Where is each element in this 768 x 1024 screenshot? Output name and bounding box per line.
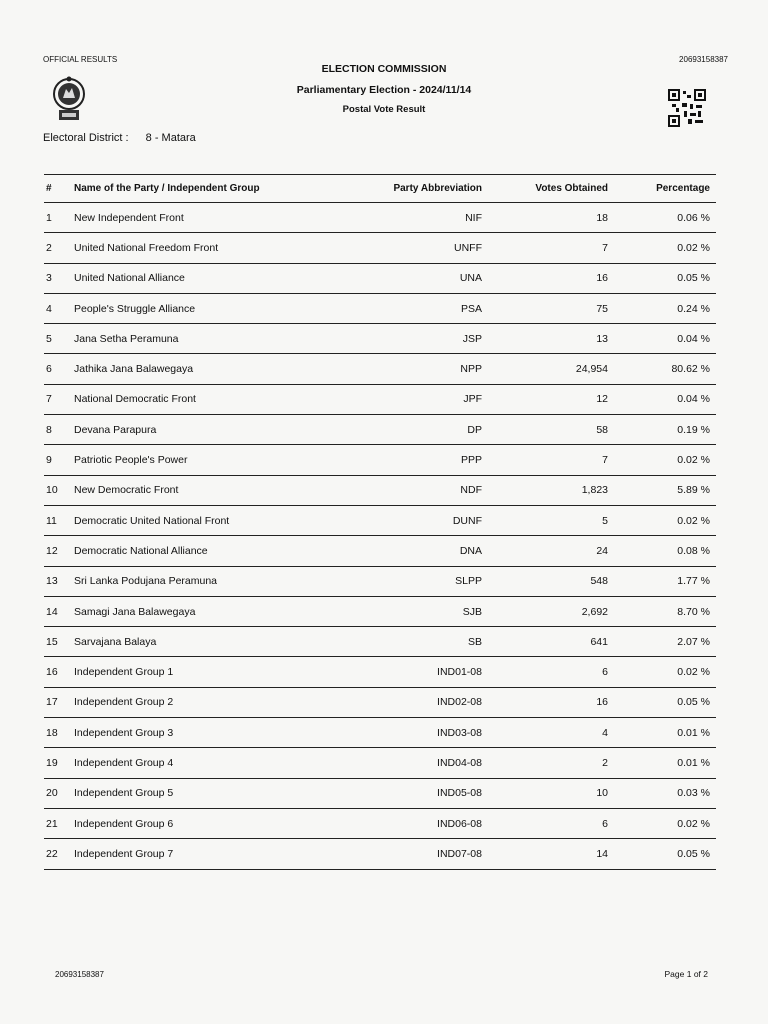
votes-obtained: 2,692 bbox=[498, 596, 618, 626]
votes-obtained: 10 bbox=[498, 778, 618, 808]
votes-obtained: 24,954 bbox=[498, 354, 618, 384]
table-row bbox=[44, 505, 716, 535]
party-abbreviation: UNFF bbox=[362, 233, 498, 263]
table-row bbox=[44, 596, 716, 626]
party-name: New Democratic Front bbox=[74, 475, 362, 505]
party-abbreviation: DP bbox=[362, 415, 498, 445]
row-number: 14 bbox=[44, 596, 74, 626]
row-number: 21 bbox=[44, 808, 74, 838]
vote-percentage: 0.03 % bbox=[618, 778, 716, 808]
party-abbreviation: UNA bbox=[362, 263, 498, 293]
row-number: 5 bbox=[44, 324, 74, 354]
votes-obtained: 24 bbox=[498, 536, 618, 566]
header-number: # bbox=[44, 175, 74, 203]
row-number: 7 bbox=[44, 384, 74, 414]
header-title: ELECTION COMMISSION bbox=[321, 63, 447, 75]
party-abbreviation: NPP bbox=[362, 354, 498, 384]
party-abbreviation: NIF bbox=[362, 203, 498, 233]
vote-percentage: 0.01 % bbox=[618, 748, 716, 778]
header-subtitle-postal: Postal Vote Result bbox=[342, 104, 426, 115]
row-number: 11 bbox=[44, 505, 74, 535]
table-row bbox=[44, 324, 716, 354]
page-number: Page 1 of 2 bbox=[664, 969, 708, 979]
votes-obtained: 12 bbox=[498, 384, 618, 414]
votes-obtained: 641 bbox=[498, 627, 618, 657]
header-party-name: Name of the Party / Independent Group bbox=[74, 175, 362, 203]
table-row bbox=[44, 657, 716, 687]
row-number: 15 bbox=[44, 627, 74, 657]
party-name: Devana Parapura bbox=[74, 415, 362, 445]
table-row bbox=[44, 748, 716, 778]
table-row bbox=[44, 203, 716, 233]
table-row bbox=[44, 839, 716, 869]
party-abbreviation: DNA bbox=[362, 536, 498, 566]
votes-obtained: 58 bbox=[498, 415, 618, 445]
vote-percentage: 0.05 % bbox=[618, 839, 716, 869]
party-abbreviation: PSA bbox=[362, 293, 498, 323]
table-row bbox=[44, 233, 716, 263]
vote-percentage: 1.77 % bbox=[618, 566, 716, 596]
votes-obtained: 7 bbox=[498, 233, 618, 263]
row-number: 8 bbox=[44, 415, 74, 445]
row-number: 12 bbox=[44, 536, 74, 566]
party-name: Independent Group 4 bbox=[74, 748, 362, 778]
table-row bbox=[44, 293, 716, 323]
header-votes: Votes Obtained bbox=[498, 175, 618, 203]
party-abbreviation: IND04-08 bbox=[362, 748, 498, 778]
qr-code-icon bbox=[668, 89, 706, 127]
vote-percentage: 0.19 % bbox=[618, 415, 716, 445]
vote-percentage: 2.07 % bbox=[618, 627, 716, 657]
party-name: Independent Group 5 bbox=[74, 778, 362, 808]
votes-obtained: 16 bbox=[498, 687, 618, 717]
table-row bbox=[44, 718, 716, 748]
votes-obtained: 14 bbox=[498, 839, 618, 869]
votes-obtained: 75 bbox=[498, 293, 618, 323]
row-number: 1 bbox=[44, 203, 74, 233]
vote-percentage: 80.62 % bbox=[618, 354, 716, 384]
party-abbreviation: JPF bbox=[362, 384, 498, 414]
votes-obtained: 2 bbox=[498, 748, 618, 778]
party-name: Independent Group 1 bbox=[74, 657, 362, 687]
votes-obtained: 13 bbox=[498, 324, 618, 354]
party-abbreviation: JSP bbox=[362, 324, 498, 354]
row-number: 18 bbox=[44, 718, 74, 748]
row-number: 10 bbox=[44, 475, 74, 505]
vote-percentage: 0.02 % bbox=[618, 657, 716, 687]
vote-percentage: 0.05 % bbox=[618, 687, 716, 717]
party-abbreviation: SJB bbox=[362, 596, 498, 626]
table-row bbox=[44, 384, 716, 414]
row-number: 6 bbox=[44, 354, 74, 384]
table-row bbox=[44, 415, 716, 445]
header-abbreviation: Party Abbreviation bbox=[362, 175, 498, 203]
votes-obtained: 1,823 bbox=[498, 475, 618, 505]
table-row bbox=[44, 627, 716, 657]
document-header bbox=[0, 63, 768, 115]
row-number: 3 bbox=[44, 263, 74, 293]
electoral-district bbox=[43, 132, 196, 144]
table-row bbox=[44, 687, 716, 717]
row-number: 17 bbox=[44, 687, 74, 717]
votes-obtained: 16 bbox=[498, 263, 618, 293]
row-number: 9 bbox=[44, 445, 74, 475]
party-name: Sri Lanka Podujana Peramuna bbox=[74, 566, 362, 596]
party-abbreviation: IND01-08 bbox=[362, 657, 498, 687]
party-name: Independent Group 6 bbox=[74, 808, 362, 838]
party-name: Samagi Jana Balawegaya bbox=[74, 596, 362, 626]
party-name: Democratic United National Front bbox=[74, 505, 362, 535]
header-subtitle: Parliamentary Election - 2024/11/14 bbox=[296, 84, 472, 96]
votes-obtained: 4 bbox=[498, 718, 618, 748]
footer-document-number: 20693158387 bbox=[55, 970, 104, 979]
vote-percentage: 0.01 % bbox=[618, 718, 716, 748]
party-name: National Democratic Front bbox=[74, 384, 362, 414]
table-row bbox=[44, 778, 716, 808]
row-number: 13 bbox=[44, 566, 74, 596]
row-number: 2 bbox=[44, 233, 74, 263]
party-abbreviation: PPP bbox=[362, 445, 498, 475]
vote-percentage: 0.04 % bbox=[618, 384, 716, 414]
party-name: Independent Group 2 bbox=[74, 687, 362, 717]
district-label: Electoral District : bbox=[43, 132, 129, 144]
table-row bbox=[44, 263, 716, 293]
vote-percentage: 8.70 % bbox=[618, 596, 716, 626]
party-name: Patriotic People's Power bbox=[74, 445, 362, 475]
party-abbreviation: IND07-08 bbox=[362, 839, 498, 869]
table-row bbox=[44, 566, 716, 596]
votes-obtained: 5 bbox=[498, 505, 618, 535]
party-abbreviation: IND06-08 bbox=[362, 808, 498, 838]
vote-percentage: 0.02 % bbox=[618, 445, 716, 475]
district-value: 8 - Matara bbox=[145, 132, 196, 144]
table-row bbox=[44, 445, 716, 475]
party-abbreviation: SLPP bbox=[362, 566, 498, 596]
party-name: Democratic National Alliance bbox=[74, 536, 362, 566]
vote-percentage: 0.08 % bbox=[618, 536, 716, 566]
vote-percentage: 0.02 % bbox=[618, 233, 716, 263]
party-name: Independent Group 7 bbox=[74, 839, 362, 869]
document-number: 20693158387 bbox=[679, 55, 728, 64]
votes-obtained: 548 bbox=[498, 566, 618, 596]
vote-percentage: 0.06 % bbox=[618, 203, 716, 233]
party-abbreviation: IND02-08 bbox=[362, 687, 498, 717]
votes-obtained: 18 bbox=[498, 203, 618, 233]
votes-obtained: 6 bbox=[498, 657, 618, 687]
party-name: United National Alliance bbox=[74, 263, 362, 293]
table-row bbox=[44, 354, 716, 384]
row-number: 4 bbox=[44, 293, 74, 323]
votes-obtained: 7 bbox=[498, 445, 618, 475]
party-abbreviation: IND03-08 bbox=[362, 718, 498, 748]
vote-percentage: 0.02 % bbox=[618, 808, 716, 838]
party-name: Jathika Jana Balawegaya bbox=[74, 354, 362, 384]
table-row bbox=[44, 475, 716, 505]
vote-percentage: 0.24 % bbox=[618, 293, 716, 323]
row-number: 19 bbox=[44, 748, 74, 778]
row-number: 20 bbox=[44, 778, 74, 808]
vote-percentage: 5.89 % bbox=[618, 475, 716, 505]
official-results-label: OFFICIAL RESULTS bbox=[43, 55, 118, 64]
party-abbreviation: NDF bbox=[362, 475, 498, 505]
party-abbreviation: SB bbox=[362, 627, 498, 657]
vote-percentage: 0.05 % bbox=[618, 263, 716, 293]
row-number: 22 bbox=[44, 839, 74, 869]
party-abbreviation: IND05-08 bbox=[362, 778, 498, 808]
row-number: 16 bbox=[44, 657, 74, 687]
party-abbreviation: DUNF bbox=[362, 505, 498, 535]
table-header-row bbox=[44, 175, 716, 203]
party-name: New Independent Front bbox=[74, 203, 362, 233]
table-row bbox=[44, 808, 716, 838]
party-name: Independent Group 3 bbox=[74, 718, 362, 748]
header-percentage: Percentage bbox=[618, 175, 716, 203]
table-row bbox=[44, 536, 716, 566]
votes-obtained: 6 bbox=[498, 808, 618, 838]
party-name: People's Struggle Alliance bbox=[74, 293, 362, 323]
vote-percentage: 0.04 % bbox=[618, 324, 716, 354]
party-name: United National Freedom Front bbox=[74, 233, 362, 263]
results-table bbox=[44, 174, 716, 870]
vote-percentage: 0.02 % bbox=[618, 505, 716, 535]
party-name: Jana Setha Peramuna bbox=[74, 324, 362, 354]
party-name: Sarvajana Balaya bbox=[74, 627, 362, 657]
